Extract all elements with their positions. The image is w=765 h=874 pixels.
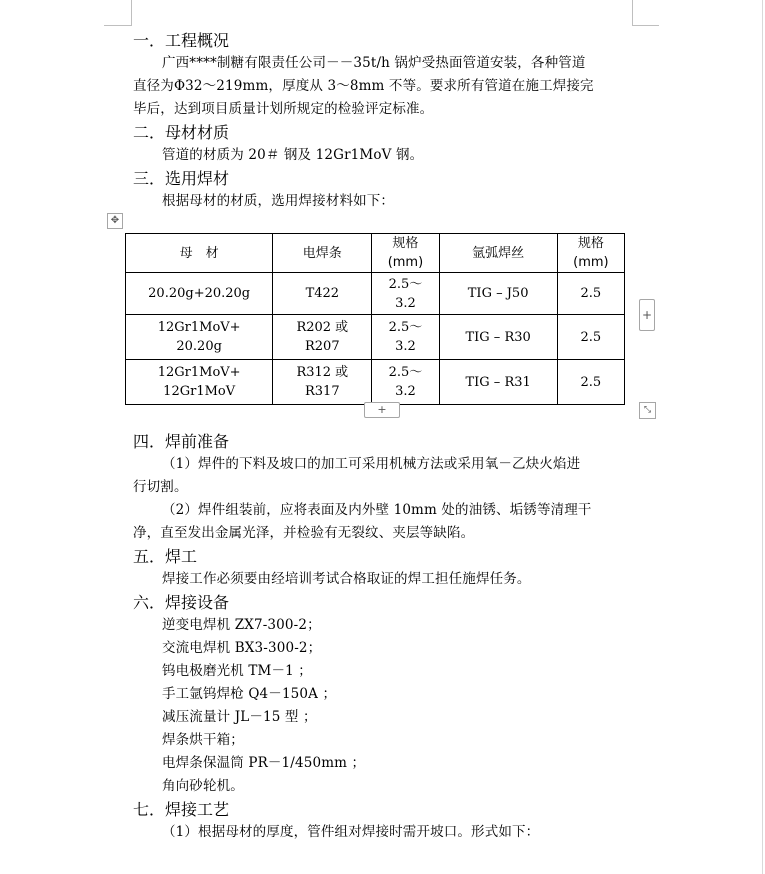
cell-text: 20.20g [176,339,222,354]
list-item: 减压流量计 JL－15 型 ； [162,709,317,725]
paragraph-line: 广西****制糖有限责任公司－－35t/h 锅炉受热面管道安装，各种管道 [162,55,586,71]
list-item: 电焊条保温筒 PR－1/450mm ； [162,755,366,771]
table-row [126,360,625,405]
table-row [126,273,625,315]
paragraph-line: （1）根据母材的厚度，管件组对焊接时需开坡口。形式如下： [162,824,540,840]
cell-text: 12Gr1MoV [163,384,236,399]
cell-spec[interactable] [372,315,439,360]
paragraph-line: （1）焊件的下料及坡口的加工可采用机械方法或采用氧－乙炔火焰进 [162,456,581,472]
cell-spec[interactable] [372,273,439,315]
paragraph-line: （2）焊件组装前，应将表面及内外壁 10mm 处的油锈、垢锈等清理干 [162,502,592,518]
welding-material-table [125,233,625,405]
table-resize-handle-icon[interactable]: ⤡ [639,402,656,419]
header-spec-2 [557,234,624,273]
cell-text: 2.5～ [388,276,423,292]
cell-argon-wire[interactable]: TIG – R30 [439,315,557,360]
header-base-material: 母 材 [126,234,273,273]
list-item: 交流电焊机 BX3-300-2； [162,640,322,656]
add-column-button[interactable]: + [639,299,655,331]
cell-text: R312 或 [296,365,349,380]
header-spec-unit: (mm) [387,255,424,270]
cell-text: R207 [305,339,340,354]
paragraph-line: 焊接工作必须要由经培训考试合格取证的焊工担任施焊任务。 [162,571,531,587]
cell-text: 2.5～ [388,320,423,335]
heading-base-material: 二．母材材质 [133,123,230,142]
margin-crop-mark-right [632,0,659,26]
cell-spec[interactable] [372,360,439,405]
cell-base-material[interactable] [126,360,273,405]
cell-text: 3.2 [395,339,416,354]
cell-spec-2[interactable]: 2.5 [557,315,624,360]
cell-argon-wire[interactable]: TIG – J50 [439,273,557,315]
paragraph-line: 净，直至发出金属光泽，并检验有无裂纹、夹层等缺陷。 [133,525,475,541]
cell-text: R202 或 [296,320,349,335]
list-item: 角向砂轮机。 [162,778,244,794]
header-spec [372,234,439,273]
add-row-button[interactable]: + [364,402,400,418]
header-spec-unit: (mm) [573,255,609,270]
paragraph-line: 直径为Φ32～219mm，厚度从 3～8mm 不等。要求所有管道在施工焊接完 [133,78,594,94]
table-header-row [126,234,625,273]
cell-text: 3.2 [395,295,416,311]
header-spec-label: 规格 [577,236,604,251]
page-edge [762,0,763,874]
heading-welding-process: 七．焊接工艺 [133,800,230,819]
cell-base-material[interactable] [126,315,273,360]
cell-electrode[interactable] [273,360,372,405]
heading-welder: 五．焊工 [133,547,198,566]
header-argon-wire: 氩弧焊丝 [439,234,557,273]
cell-text: R317 [305,384,340,399]
paragraph-line: 毕后，达到项目质量计划所规定的检验评定标准。 [133,101,434,117]
cell-electrode[interactable]: T422 [273,273,372,315]
paragraph-line: 行切割。 [133,479,188,495]
heading-pre-weld-preparation: 四．焊前准备 [133,432,230,451]
heading-welding-material: 三．选用焊材 [133,169,230,188]
cell-base-material[interactable]: 20.20g+20.20g [126,273,273,315]
cell-spec-2[interactable]: 2.5 [557,273,624,315]
document-body[interactable] [110,29,653,844]
header-electrode: 电焊条 [273,234,372,273]
table-row [126,315,625,360]
paragraph-line: 管道的材质为 20＃ 钢及 12Gr1MoV 钢。 [162,147,424,163]
cell-text: 3.2 [395,384,416,399]
cell-text: 12Gr1MoV+ [157,320,241,335]
margin-crop-mark-left [104,0,132,26]
cell-spec-2[interactable]: 2.5 [557,360,624,405]
cell-argon-wire[interactable]: TIG – R31 [439,360,557,405]
list-item: 手工氩钨焊枪 Q4－150A ； [162,686,337,702]
heading-project-overview: 一．工程概况 [133,31,230,50]
list-item: 钨电极磨光机 TM－1 ； [162,663,312,679]
paragraph-line: 根据母材的材质，选用焊接材料如下： [162,193,395,209]
heading-welding-equipment: 六．焊接设备 [133,593,230,612]
cell-electrode[interactable] [273,315,372,360]
table-move-handle-icon[interactable]: ✥ [107,213,123,229]
header-spec-label: 规格 [392,236,419,251]
list-item: 逆变电焊机 ZX7-300-2； [162,617,321,633]
cell-text: 2.5～ [388,365,423,380]
list-item: 焊条烘干箱； [162,732,244,748]
cell-text: 12Gr1MoV+ [157,365,241,380]
